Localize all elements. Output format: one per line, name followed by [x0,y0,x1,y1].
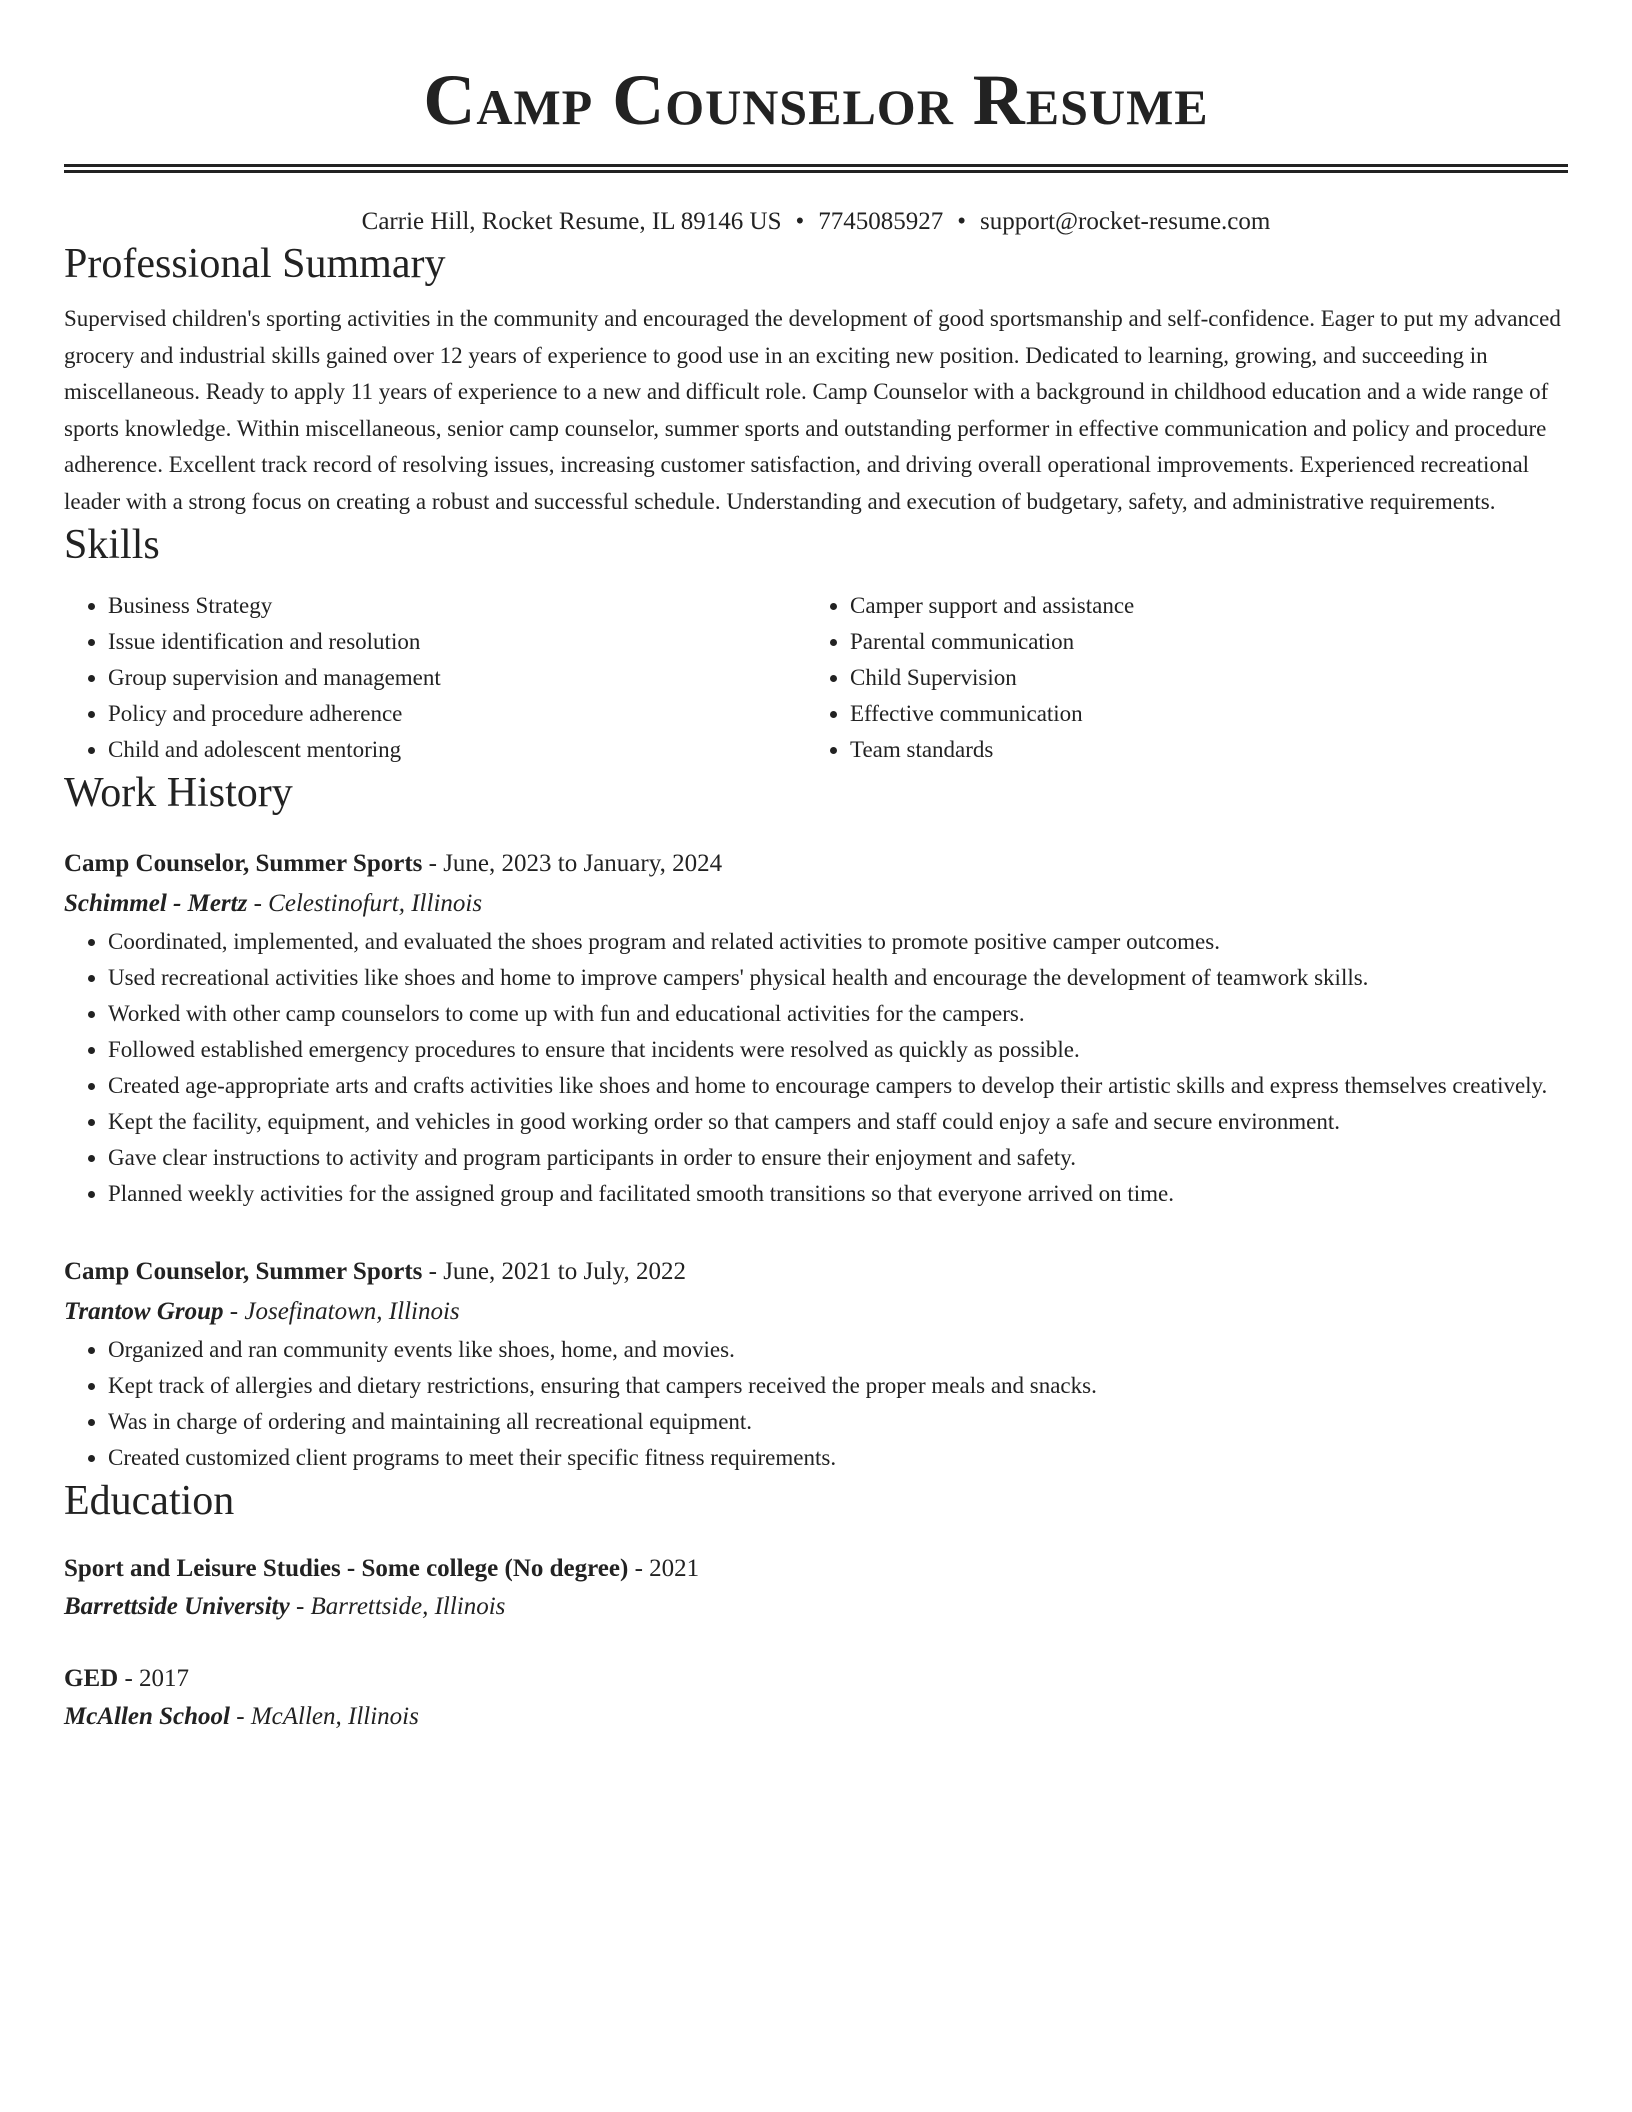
education-school: McAllen School [64,1703,230,1730]
job-duties-list [64,1332,1568,1476]
education-degree: Sport and Leisure Studies - Some college (No degree) [64,1555,629,1582]
job-role: Camp Counselor, Summer Sports [64,850,423,877]
education-degree: GED [64,1665,119,1692]
skill-item: • Parental communication [850,624,1548,660]
skills-list-right [806,588,1548,768]
skills-list-left [64,588,806,768]
contact-separator: • [795,208,805,235]
education-school: Barrettside University [64,1593,290,1620]
job-duty: • Organized and ran community events like shoes, home, and movies. [108,1332,1568,1368]
skill-item: • Child and adolescent mentoring [108,732,806,768]
education-entry [64,1550,1568,1626]
skill-item: • Issue identification and resolution [108,624,806,660]
job-duty: • Was in charge of ordering and maintaining all recreational equipment. [108,1404,1568,1440]
job-entry [64,1252,1568,1476]
skill-item: • Team standards [850,732,1548,768]
summary-heading: Professional Summary [64,241,446,287]
education-school-line [64,1698,1568,1736]
job-entry [64,844,1568,1212]
job-location: - Josefinatown, Illinois [223,1298,460,1325]
contact-separator: • [957,208,967,235]
job-employer-line [64,884,1568,924]
job-duty: • Followed established emergency procedures to ensure that incidents were resolved as quickly as possible. [108,1032,1568,1068]
education-year: - 2017 [118,1665,190,1692]
job-duty: • Kept the facility, equipment, and vehicles in good working order so that campers and staff could enjoy a safe and secure environment. [108,1104,1568,1140]
job-duty: • Worked with other camp counselors to come up with fun and educational activities for the campers. [108,996,1568,1032]
job-dates: - June, 2021 to July, 2022 [422,1258,687,1285]
contact-email: support@rocket-resume.com [980,208,1271,235]
job-duty: • Planned weekly activities for the assigned group and facilitated smooth transitions so that everyone arrived on time. [108,1176,1568,1212]
summary-text: Supervised children's sporting activities in the community and encouraged the development of good sportsmanship and self-confidence. Eager to put my advanced grocery and industrial skills gained over 12 years of experience to good use in an exciting new position. Dedicated to learning, growing, and succeeding in miscellaneous. Ready to apply 11 years of experience to a new and difficult role. Camp Counselor with a background in childhood education and a wide range of sports knowledge. Within miscellaneous, senior camp counselor, summer sports and outstanding performer in effective communication and policy and procedure adherence. Excellent track record of resolving issues, increasing customer satisfaction, and driving overall operational improvements. Experienced recreational leader with a strong focus on creating a robust and successful schedule. Understanding and execution of budgetary, safety, and administrative requirements. [64,306,1561,514]
skills-heading: Skills [64,522,160,568]
work-history-heading: Work History [64,770,293,816]
education-heading: Education [64,1478,235,1524]
job-role: Camp Counselor, Summer Sports [64,1258,423,1285]
job-employer-line [64,1292,1568,1332]
skills-grid [64,588,1568,768]
job-header [64,1252,1568,1292]
job-duty: • Kept track of allergies and dietary restrictions, ensuring that campers received the proper meals and snacks. [108,1368,1568,1404]
education-year: - 2021 [628,1555,700,1582]
skill-item: • Business Strategy [108,588,806,624]
education-degree-line [64,1550,1568,1588]
education-degree-line [64,1660,1568,1698]
job-location: - Celestinofurt, Illinois [247,890,483,917]
skills-column-left [64,588,806,768]
education-entry [64,1660,1568,1736]
skills-column-right [806,588,1548,768]
education-school-line [64,1588,1568,1626]
job-duty: • Coordinated, implemented, and evaluated the shoes program and related activities to promote positive camper outcomes. [108,924,1568,960]
title-divider [64,164,1568,173]
job-duty: • Created customized client programs to meet their specific fitness requirements. [108,1440,1568,1476]
contact-phone: 7745085927 [818,208,944,235]
job-company: Schimmel - Mertz [64,890,248,917]
education-location: - Barrettside, Illinois [289,1593,506,1620]
job-duties-list [64,924,1568,1212]
job-dates: - June, 2023 to January, 2024 [422,850,723,877]
skill-item: • Policy and procedure adherence [108,696,806,732]
skill-item: • Child Supervision [850,660,1548,696]
job-duty: • Created age-appropriate arts and crafts activities like shoes and home to encourage campers to develop their artistic skills and express themselves creatively. [108,1068,1568,1104]
job-duty: • Used recreational activities like shoes and home to improve campers' physical health and encourage the development of teamwork skills. [108,960,1568,996]
contact-address: Carrie Hill, Rocket Resume, IL 89146 US [361,208,782,235]
skill-item: • Camper support and assistance [850,588,1548,624]
job-duty: • Gave clear instructions to activity and program participants in order to ensure their enjoyment and safety. [108,1140,1568,1176]
job-header [64,844,1568,884]
education-location: - McAllen, Illinois [230,1703,419,1730]
skill-item: • Group supervision and management [108,660,806,696]
contact-line [64,205,1568,239]
skill-item: • Effective communication [850,696,1548,732]
resume-title: Camp Counselor Resume [423,60,1209,140]
job-company: Trantow Group [64,1298,224,1325]
